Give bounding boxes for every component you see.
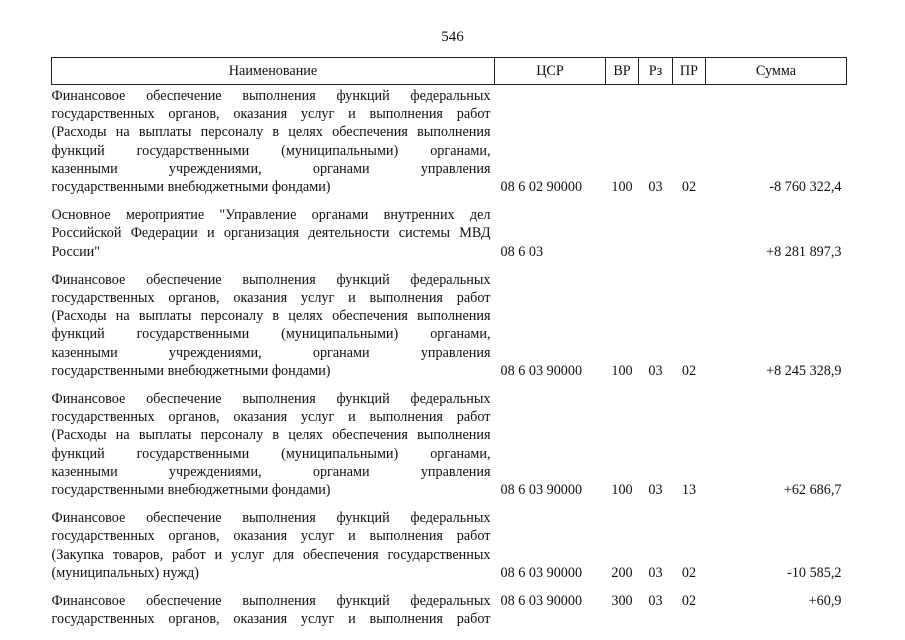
row-name-line: казенными учреждениями, органами управления	[51, 463, 491, 480]
row-name	[52, 503, 495, 586]
row-name-line: Российской Федерации и организация деятельности системы МВД	[51, 225, 491, 242]
row-rz: 03	[648, 179, 663, 196]
row-csr: 08 6 02 90000	[500, 179, 583, 196]
header-name: Наименование	[52, 58, 495, 85]
header-rz: Рз	[639, 58, 673, 85]
row-name-line: функций государственными (муниципальными) органами,	[51, 142, 491, 159]
row-vr: 100	[611, 362, 633, 379]
row-pr: 02	[681, 564, 697, 581]
row-pr: 02	[681, 362, 697, 379]
row-vr: 200	[611, 564, 633, 581]
table-row	[52, 503, 847, 586]
row-name-line: государственных органов, оказания услуг и выполнения работ	[51, 290, 491, 307]
row-rz: 03	[648, 482, 663, 499]
row-rz: 03	[648, 593, 663, 610]
row-name	[52, 200, 495, 265]
table-row	[52, 265, 847, 384]
row-name-line: государственными внебюджетными фондами)	[51, 179, 331, 196]
row-name-line: государственными внебюджетными фондами)	[51, 362, 331, 379]
row-sum: +8 245 328,9	[766, 362, 842, 379]
page-number: 546	[441, 29, 464, 45]
row-name-line: казенными учреждениями, органами управления	[51, 344, 491, 361]
row-name-line: казенными учреждениями, органами управления	[51, 160, 491, 177]
row-vr: 100	[611, 482, 633, 499]
table-row	[52, 85, 847, 201]
row-csr: 08 6 03	[500, 243, 544, 260]
row-pr: 02	[681, 179, 697, 196]
row-csr: 08 6 03 90000	[500, 564, 583, 581]
row-rz: 03	[648, 564, 663, 581]
row-name-line: Финансовое обеспечение выполнения функций федеральных	[51, 271, 491, 288]
row-name-line: государственных органов, оказания услуг и выполнения работ	[51, 106, 491, 123]
table-row	[52, 586, 847, 632]
row-name-line: функций государственными (муниципальными) органами,	[51, 326, 491, 343]
row-sum: -10 585,2	[787, 564, 842, 581]
row-name-line: (Расходы на выплаты персоналу в целях обеспечения выполнения	[51, 427, 491, 444]
row-name-line: (Расходы на выплаты персоналу в целях обеспечения выполнения	[51, 124, 491, 141]
row-name-line: (Расходы на выплаты персоналу в целях обеспечения выполнения	[51, 308, 491, 325]
row-name-line: государственных органов, оказания услуг и выполнения работ	[51, 611, 491, 628]
row-csr: 08 6 03 90000	[500, 482, 583, 499]
header-vr: ВР	[606, 58, 639, 85]
row-name	[52, 586, 495, 632]
row-name-line: (муниципальных) нужд)	[51, 564, 199, 581]
row-name-line: Основное мероприятие "Управление органами внутренних дел	[51, 207, 491, 224]
row-name-line: государственных органов, оказания услуг и выполнения работ	[51, 409, 491, 426]
row-name-line: государственных органов, оказания услуг и выполнения работ	[51, 528, 491, 545]
row-sum: +62 686,7	[783, 482, 842, 499]
row-csr: 08 6 03 90000	[500, 362, 583, 379]
row-name-line: государственными внебюджетными фондами)	[51, 482, 331, 499]
row-csr: 08 6 03 90000	[500, 593, 583, 610]
row-sum: +60,9	[808, 593, 842, 610]
row-name-line: функций государственными (муниципальными) органами,	[51, 445, 491, 462]
row-vr	[606, 200, 639, 265]
row-name-line: Финансовое обеспечение выполнения функций федеральных	[51, 510, 491, 527]
row-pr: 02	[681, 593, 697, 610]
row-vr: 100	[611, 179, 633, 196]
row-vr: 300	[611, 593, 633, 610]
header-csr: ЦСР	[495, 58, 606, 85]
table-row	[52, 384, 847, 503]
row-name-line: Финансовое обеспечение выполнения функций федеральных	[51, 88, 491, 104]
row-name-line: России"	[51, 243, 101, 260]
table-row	[52, 200, 847, 265]
row-sum: -8 760 322,4	[769, 179, 842, 196]
appropriations-table	[51, 57, 847, 632]
row-rz: 03	[648, 362, 663, 379]
row-name	[52, 85, 495, 201]
row-name-line: (Закупка товаров, работ и услуг для обеспечения государственных	[51, 546, 491, 563]
row-pr: 13	[681, 482, 697, 499]
row-name	[52, 265, 495, 384]
table-header-row	[52, 58, 847, 85]
row-sum: +8 281 897,3	[766, 243, 842, 260]
row-name-line: Финансовое обеспечение выполнения функций федеральных	[51, 391, 491, 408]
header-pr: ПР	[673, 58, 706, 85]
row-name	[52, 384, 495, 503]
row-rz	[639, 200, 673, 265]
row-pr	[673, 200, 706, 265]
header-sum: Сумма	[706, 58, 847, 85]
row-name-line: Финансовое обеспечение выполнения функций федеральных	[51, 593, 491, 610]
